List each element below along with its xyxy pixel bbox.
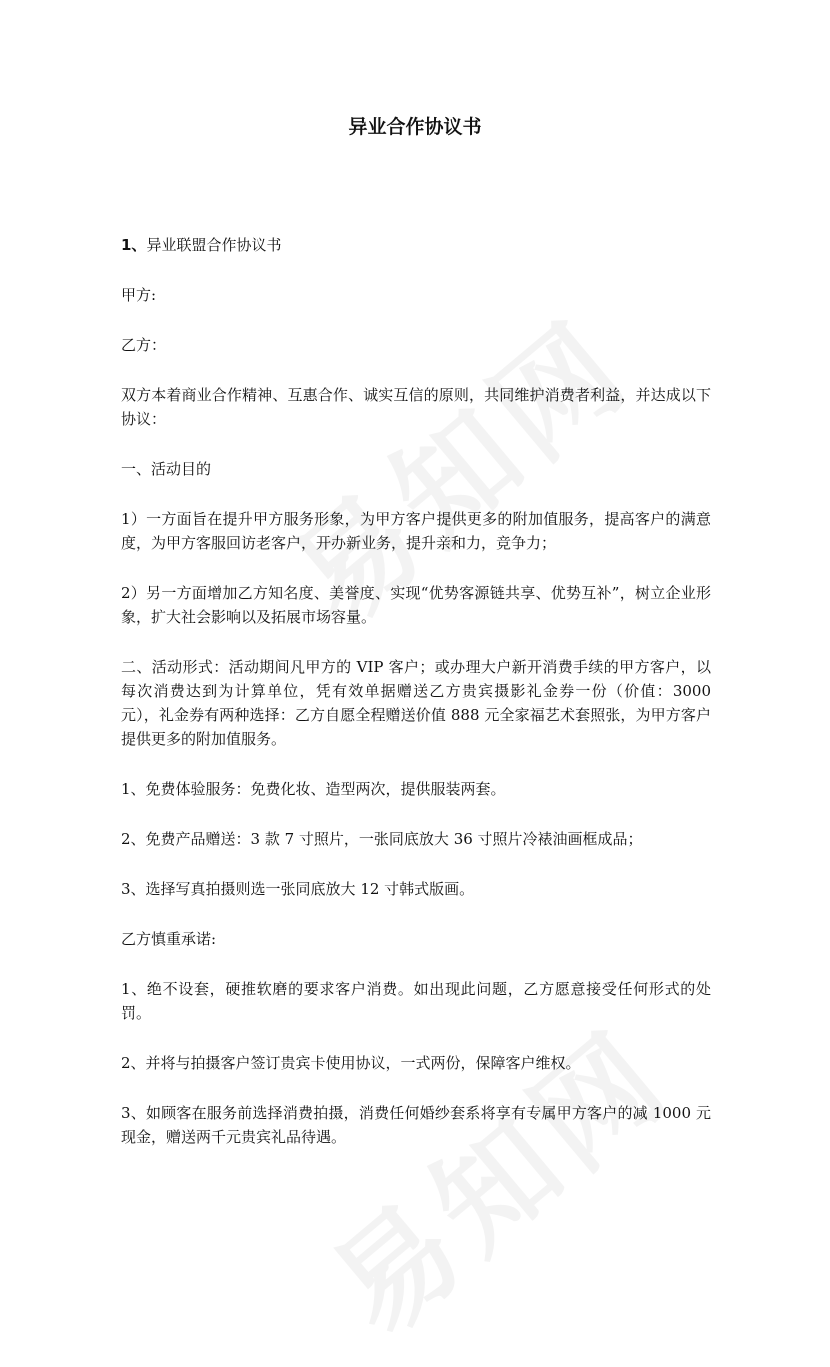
party-a-label: 甲方: (121, 286, 157, 304)
purpose-item-1: 1）一方面旨在提升甲方服务形象，为甲方客户提供更多的附加值服务，提高客户的满意度，为甲方客服回访老客户，开办新业务，提升亲和力，竞争力； (121, 510, 711, 552)
commitment-heading: 乙方慎重承诺: (121, 930, 217, 948)
section-title: 异业联盟合作协议书 (146, 236, 282, 254)
commitment-item-1: 1、绝不设套，硬推软磨的要求客户消费。如出现此问题，乙方愿意接受任何形式的处罚。 (121, 980, 711, 1022)
commitment-item-3: 3、如顾客在服务前选择消费拍摄，消费任何婚纱套系将享有专属甲方客户的减 1000 元现金，赠送两千元贵宾礼品待遇。 (121, 1104, 711, 1146)
party-b-label: 乙方： (121, 336, 167, 354)
service-item-2: 2、免费产品赠送：3 款 7 寸照片，一张同底放大 36 寸照片冷裱油画框成品； (121, 830, 643, 848)
section-number: 1、 (121, 236, 147, 254)
document-title: 异业合作协议书 (348, 116, 482, 138)
section-heading (121, 233, 711, 257)
preamble-paragraph: 双方本着商业合作精神、互惠合作、诚实互信的原则，共同维护消费者利益，并达成以下协议： (121, 386, 711, 428)
service-item-3: 3、选择写真拍摄则选一张同底放大 12 寸韩式版画。 (121, 880, 475, 898)
commitment-item-2: 2、并将与拍摄客户签订贵宾卡使用协议，一式两份，保障客户维权。 (121, 1054, 581, 1072)
activity-form-paragraph: 二、活动形式：活动期间凡甲方的 VIP 客户；或办理大户新开消费手续的甲方客户，以每次消费达到为计算单位，凭有效单据赠送乙方贵宾摄影礼金券一份（价值：3000 元），礼金券有两种选择：乙方自愿全程赠送价值 888 元全家福艺术套照张，为甲方客户提供更多的附加值服务。 (121, 658, 711, 748)
purpose-heading: 一、活动目的 (121, 460, 212, 478)
document-body (121, 233, 711, 1175)
service-item-1: 1、免费体验服务：免费化妆、造型两次，提供服装两套。 (121, 780, 506, 798)
purpose-item-2: 2）另一方面增加乙方知名度、美誉度、实现“优势客源链共享、优势互补”，树立企业形象，扩大社会影响以及拓展市场容量。 (121, 584, 711, 626)
